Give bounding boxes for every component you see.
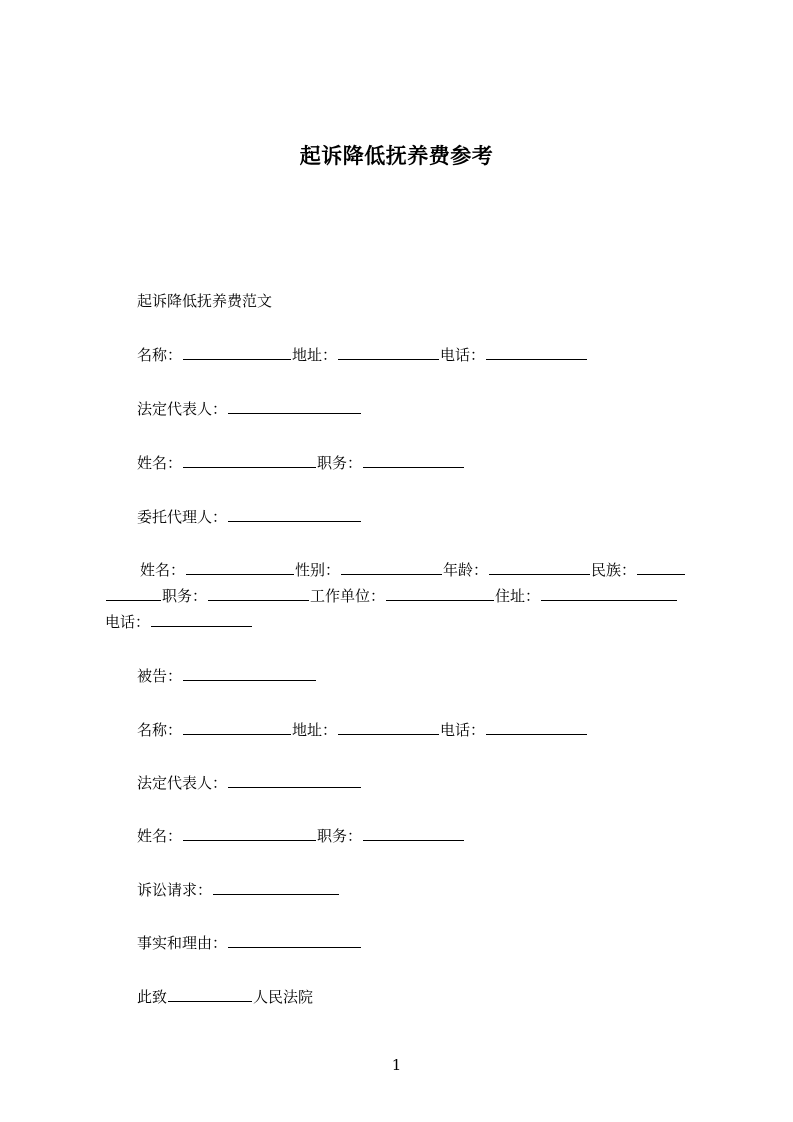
facts-row xyxy=(137,932,362,953)
address-label: 地址： xyxy=(292,346,338,364)
ethnicity-blank[interactable] xyxy=(637,559,685,575)
claims-blank[interactable] xyxy=(213,879,339,895)
def-position-blank[interactable] xyxy=(363,825,464,841)
agent-name-blank[interactable] xyxy=(186,559,294,575)
plaintiff-person-row xyxy=(137,452,465,473)
position-blank[interactable] xyxy=(363,452,464,468)
age-blank[interactable] xyxy=(489,559,590,575)
facts-blank[interactable] xyxy=(228,932,361,948)
residence-label: 住址： xyxy=(495,587,541,605)
def-phone-blank[interactable] xyxy=(486,719,587,735)
plaintiff-legal-rep-row xyxy=(137,398,362,419)
legal-rep-label: 法定代表人： xyxy=(137,400,228,418)
court-suffix: 人民法院 xyxy=(253,988,314,1006)
agent-position-label: 职务： xyxy=(162,587,208,605)
phone-label: 电话： xyxy=(440,346,486,364)
def-phone-label: 电话： xyxy=(440,721,486,739)
address-blank[interactable] xyxy=(338,344,439,360)
ethnicity-blank-cont[interactable] xyxy=(106,585,161,601)
facts-label: 事实和理由： xyxy=(137,934,228,952)
agent-blank[interactable] xyxy=(228,506,361,522)
legal-rep-blank[interactable] xyxy=(228,398,361,414)
ethnicity-label: 民族： xyxy=(591,561,637,579)
gender-blank[interactable] xyxy=(341,559,442,575)
def-person-name-blank[interactable] xyxy=(183,825,316,841)
def-name-label: 名称： xyxy=(137,721,183,739)
agent-phone-blank[interactable] xyxy=(151,611,252,627)
name-label: 名称： xyxy=(137,346,183,364)
work-unit-blank[interactable] xyxy=(386,585,494,601)
document-heading: 起诉降低抚养费范文 xyxy=(137,292,273,310)
def-legal-rep-label: 法定代表人： xyxy=(137,774,228,792)
work-unit-label: 工作单位： xyxy=(310,587,386,605)
def-legal-rep-blank[interactable] xyxy=(228,772,361,788)
defendant-row xyxy=(137,665,317,686)
agent-details-line-1 xyxy=(140,559,686,580)
gender-label: 性别： xyxy=(295,561,341,579)
plaintiff-company-row xyxy=(137,344,588,365)
person-name-label: 姓名： xyxy=(137,454,183,472)
agent-details-line-3 xyxy=(105,611,253,632)
def-address-blank[interactable] xyxy=(338,719,439,735)
salutation-row xyxy=(137,986,313,1007)
position-label: 职务： xyxy=(317,454,363,472)
salutation-prefix: 此致 xyxy=(137,988,168,1006)
name-blank[interactable] xyxy=(183,344,291,360)
defendant-person-row xyxy=(137,825,465,846)
document-title: 起诉降低抚养费参考 xyxy=(299,144,494,168)
def-address-label: 地址： xyxy=(292,721,338,739)
agent-position-blank[interactable] xyxy=(208,585,309,601)
agent-label: 委托代理人： xyxy=(137,508,228,526)
claims-label: 诉讼请求： xyxy=(137,881,213,899)
person-name-blank[interactable] xyxy=(183,452,316,468)
page-number: 1 xyxy=(391,1056,402,1074)
def-person-name-label: 姓名： xyxy=(137,827,183,845)
defendant-legal-rep-row xyxy=(137,772,362,793)
court-name-blank[interactable] xyxy=(168,986,252,1002)
agent-row xyxy=(137,506,362,527)
age-label: 年龄： xyxy=(443,561,489,579)
agent-phone-label: 电话： xyxy=(105,613,151,631)
def-position-label: 职务： xyxy=(317,827,363,845)
agent-name-label: 姓名： xyxy=(140,561,186,579)
defendant-company-row xyxy=(137,719,588,740)
def-name-blank[interactable] xyxy=(183,719,291,735)
defendant-blank[interactable] xyxy=(183,665,316,681)
claims-row xyxy=(137,879,340,900)
defendant-label: 被告： xyxy=(137,667,183,685)
residence-blank[interactable] xyxy=(541,585,677,601)
agent-details-line-2 xyxy=(105,585,678,606)
phone-blank[interactable] xyxy=(486,344,587,360)
